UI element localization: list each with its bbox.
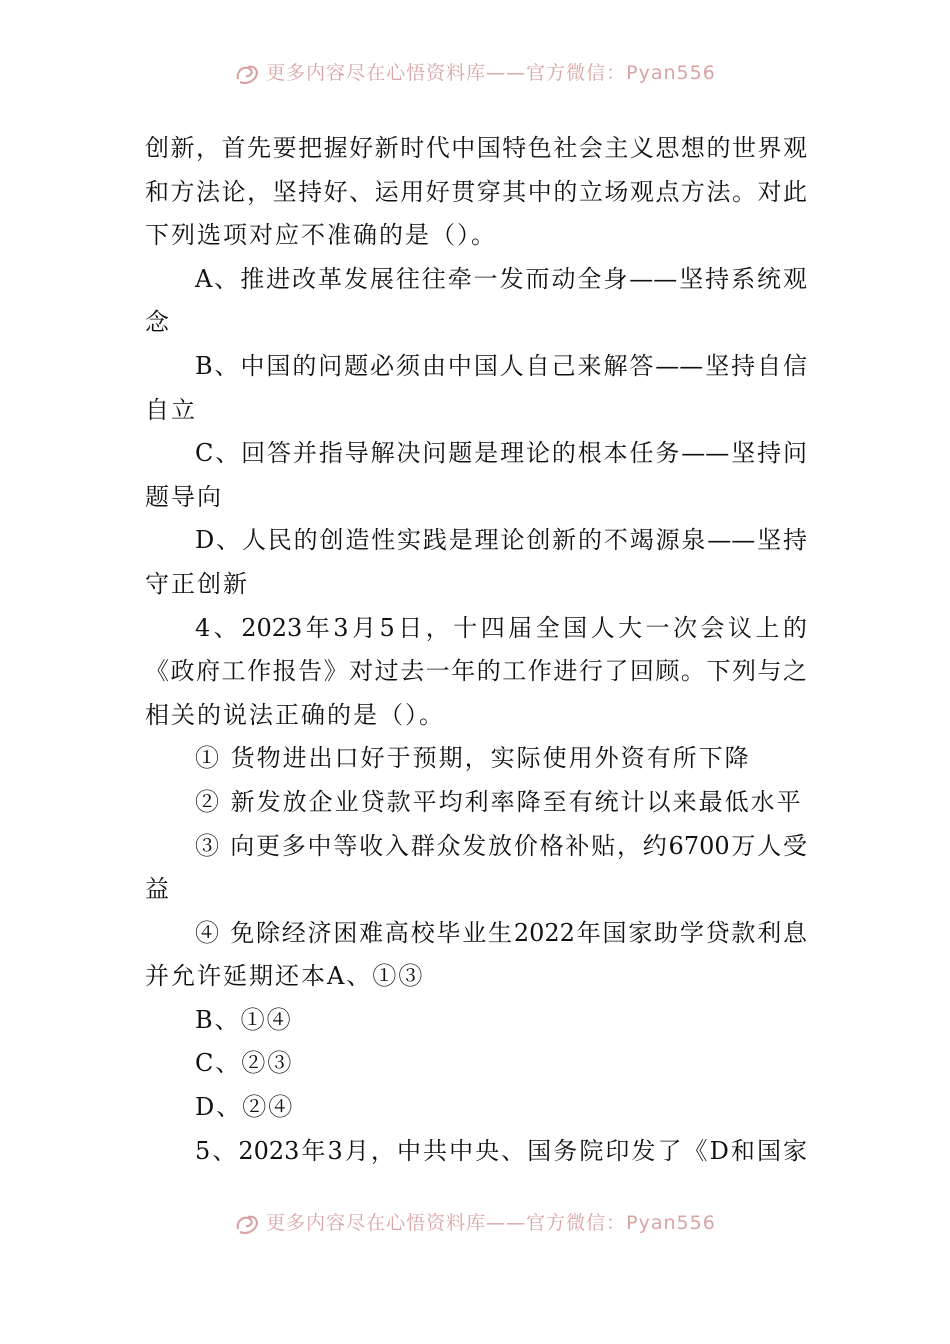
option-b: B、①④ bbox=[195, 1005, 293, 1034]
statement-3-cont: 益 bbox=[145, 875, 171, 904]
option-b: B、中国的问题必须由中国人自己来解答——坚持自信 bbox=[195, 351, 807, 380]
option-d: D、人民的创造性实践是理论创新的不竭源泉——坚持 bbox=[195, 526, 807, 555]
option-d: D、②④ bbox=[195, 1093, 295, 1122]
option-d-cont: 守正创新 bbox=[145, 569, 249, 598]
logo-icon bbox=[234, 1213, 260, 1235]
option-c: C、回答并指导解决问题是理论的根本任务——坚持问 bbox=[195, 439, 807, 468]
option-a-cont: 念 bbox=[145, 308, 171, 337]
question-5: 5、2023年3月，中共中央、国务院印发了《D和国家 bbox=[195, 1136, 807, 1165]
question-4: 4、2023年3月5日，十四届全国人大一次会议上的 bbox=[195, 613, 807, 642]
statement-4: ④ 免除经济困难高校毕业生2022年国家助学贷款利息 bbox=[195, 918, 807, 947]
statement-1: ① 货物进出口好于预期，实际使用外资有所下降 bbox=[195, 744, 751, 773]
watermark-header bbox=[0, 58, 950, 85]
question-prompt: 下列选项对应不准确的是（）。 bbox=[145, 221, 497, 250]
question-4-cont: 《政府工作报告》对过去一年的工作进行了回顾。下列与之 bbox=[145, 657, 807, 686]
question-4-prompt: 相关的说法正确的是（）。 bbox=[145, 700, 445, 729]
option-c: C、②③ bbox=[195, 1049, 294, 1078]
statement-2: ② 新发放企业贷款平均利率降至有统计以来最低水平 bbox=[195, 787, 803, 816]
option-a: A、推进改革发展往往牵一发而动全身——坚持系统观 bbox=[195, 264, 807, 293]
statement-3: ③ 向更多中等收入群众发放价格补贴，约6700万人受 bbox=[195, 831, 807, 860]
watermark-footer bbox=[0, 1208, 950, 1235]
logo-icon bbox=[234, 63, 260, 85]
watermark-text: 更多内容尽在心悟资料库——官方微信：Pyan556 bbox=[266, 62, 716, 84]
option-c-cont: 题导向 bbox=[145, 482, 223, 511]
document-body bbox=[145, 127, 807, 1173]
text-line: 创新，首先要把握好新时代中国特色社会主义思想的世界观 bbox=[145, 134, 807, 162]
option-b-cont: 自立 bbox=[145, 395, 197, 424]
watermark-text: 更多内容尽在心悟资料库——官方微信：Pyan556 bbox=[266, 1212, 716, 1234]
statement-4-cont: 并允许延期还本A、①③ bbox=[145, 962, 425, 991]
text-line: 和方法论，坚持好、运用好贯穿其中的立场观点方法。对此 bbox=[145, 177, 807, 206]
